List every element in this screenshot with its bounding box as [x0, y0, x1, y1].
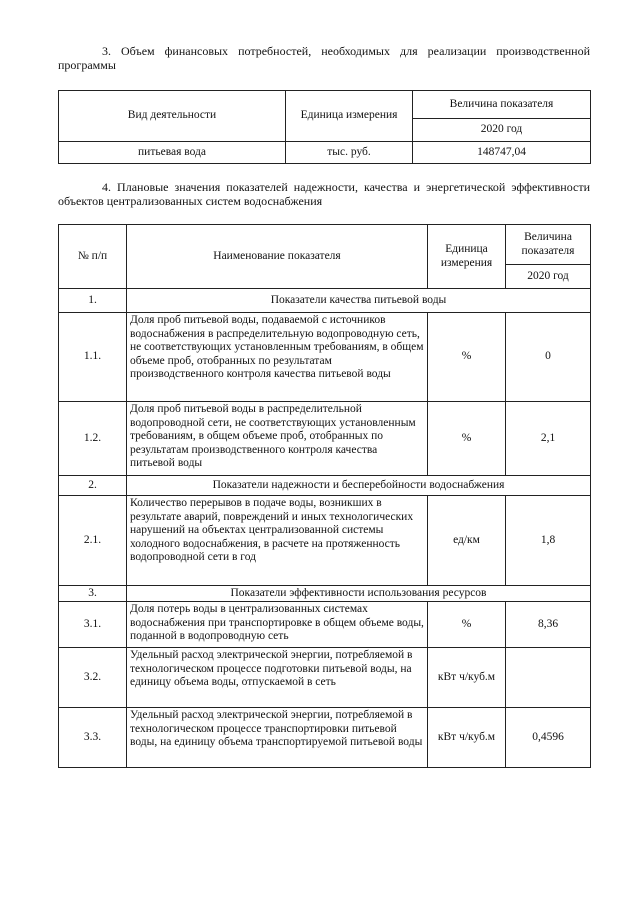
indicator-value: 0,4596	[506, 708, 591, 768]
row-number: 3.1.	[59, 602, 127, 648]
row-number: 1.1.	[59, 313, 127, 402]
indicator-value: 2,1	[506, 402, 591, 476]
table-row	[59, 602, 591, 648]
indicator-name: Доля проб питьевой воды, подаваемой с источников водоснабжения в распределительную водопроводную сеть, не соответствующих установленным требованиям, в общем объеме проб, отобранных по результатам производственного контроля качества питьевой воды	[127, 313, 428, 402]
table-row	[59, 313, 591, 402]
table-row	[59, 402, 591, 476]
col-unit-header: Единица измерения	[428, 225, 506, 289]
row-number: 2.1.	[59, 496, 127, 586]
table-row	[59, 648, 591, 708]
row-number: 1.	[59, 289, 127, 313]
col-num-header: № п/п	[59, 225, 127, 289]
value-cell: 148747,04	[413, 142, 591, 164]
indicator-unit: кВт ч/куб.м	[428, 648, 506, 708]
col-year-header: 2020 год	[506, 265, 591, 289]
indicator-unit: %	[428, 402, 506, 476]
financial-needs-table	[58, 90, 591, 164]
row-number: 3.2.	[59, 648, 127, 708]
col-year-header: 2020 год	[413, 119, 591, 142]
row-number: 3.3.	[59, 708, 127, 768]
section-4-heading	[58, 180, 590, 208]
indicators-table	[58, 224, 591, 768]
indicator-value: 1,8	[506, 496, 591, 586]
section-3-heading	[58, 44, 590, 72]
indicator-unit: %	[428, 602, 506, 648]
row-number: 1.2.	[59, 402, 127, 476]
indicator-name: Доля потерь воды в централизованных системах водоснабжения при транспортировке в общем объеме воды, поданной в водопроводную сеть	[127, 602, 428, 648]
indicator-name: Удельный расход электрической энергии, потребляемой в технологическом процессе транспортировки питьевой воды, на единицу объема транспортируемой питьевой воды	[127, 708, 428, 768]
section-3-text: 3. Объем финансовых потребностей, необходимых для реализации производственной программы	[58, 44, 590, 72]
section-row	[59, 586, 591, 602]
indicator-name: Доля проб питьевой воды в распределительной водопроводной сети, не соответствующих установленным требованиям, в общем объеме проб, отобранных по результатам производственного контроля качества питьевой воды	[127, 402, 428, 476]
section-4-text: 4. Плановые значения показателей надежности, качества и энергетической эффективности объектов централизованных систем водоснабжения	[58, 180, 590, 208]
col-value-header: Величина показателя	[413, 91, 591, 119]
section-row	[59, 289, 591, 313]
activity-cell: питьевая вода	[59, 142, 286, 164]
section-row	[59, 476, 591, 496]
indicator-value: 8,36	[506, 602, 591, 648]
col-name-header: Наименование показателя	[127, 225, 428, 289]
indicator-unit: кВт ч/куб.м	[428, 708, 506, 768]
col-value-header: Величина показателя	[506, 225, 591, 265]
col-activity-header: Вид деятельности	[59, 91, 286, 142]
section-title: Показатели эффективности использования ресурсов	[127, 586, 591, 602]
section-title: Показатели надежности и бесперебойности водоснабжения	[127, 476, 591, 496]
indicator-value	[506, 648, 591, 708]
table-row	[59, 496, 591, 586]
col-unit-header: Единица измерения	[286, 91, 413, 142]
indicator-unit: ед/км	[428, 496, 506, 586]
table-row	[59, 708, 591, 768]
row-number: 3.	[59, 586, 127, 602]
indicator-name: Количество перерывов в подаче воды, возникших в результате аварий, повреждений и иных технологических нарушений на объектах централизованной системы холодного водоснабжения, в расчете на протяженность водопроводной сети в год	[127, 496, 428, 586]
row-number: 2.	[59, 476, 127, 496]
section-title: Показатели качества питьевой воды	[127, 289, 591, 313]
unit-cell: тыс. руб.	[286, 142, 413, 164]
indicator-unit: %	[428, 313, 506, 402]
indicator-value: 0	[506, 313, 591, 402]
indicator-name: Удельный расход электрической энергии, потребляемой в технологическом процессе подготовки питьевой воды, на единицу объема воды, отпускаемой в сеть	[127, 648, 428, 708]
